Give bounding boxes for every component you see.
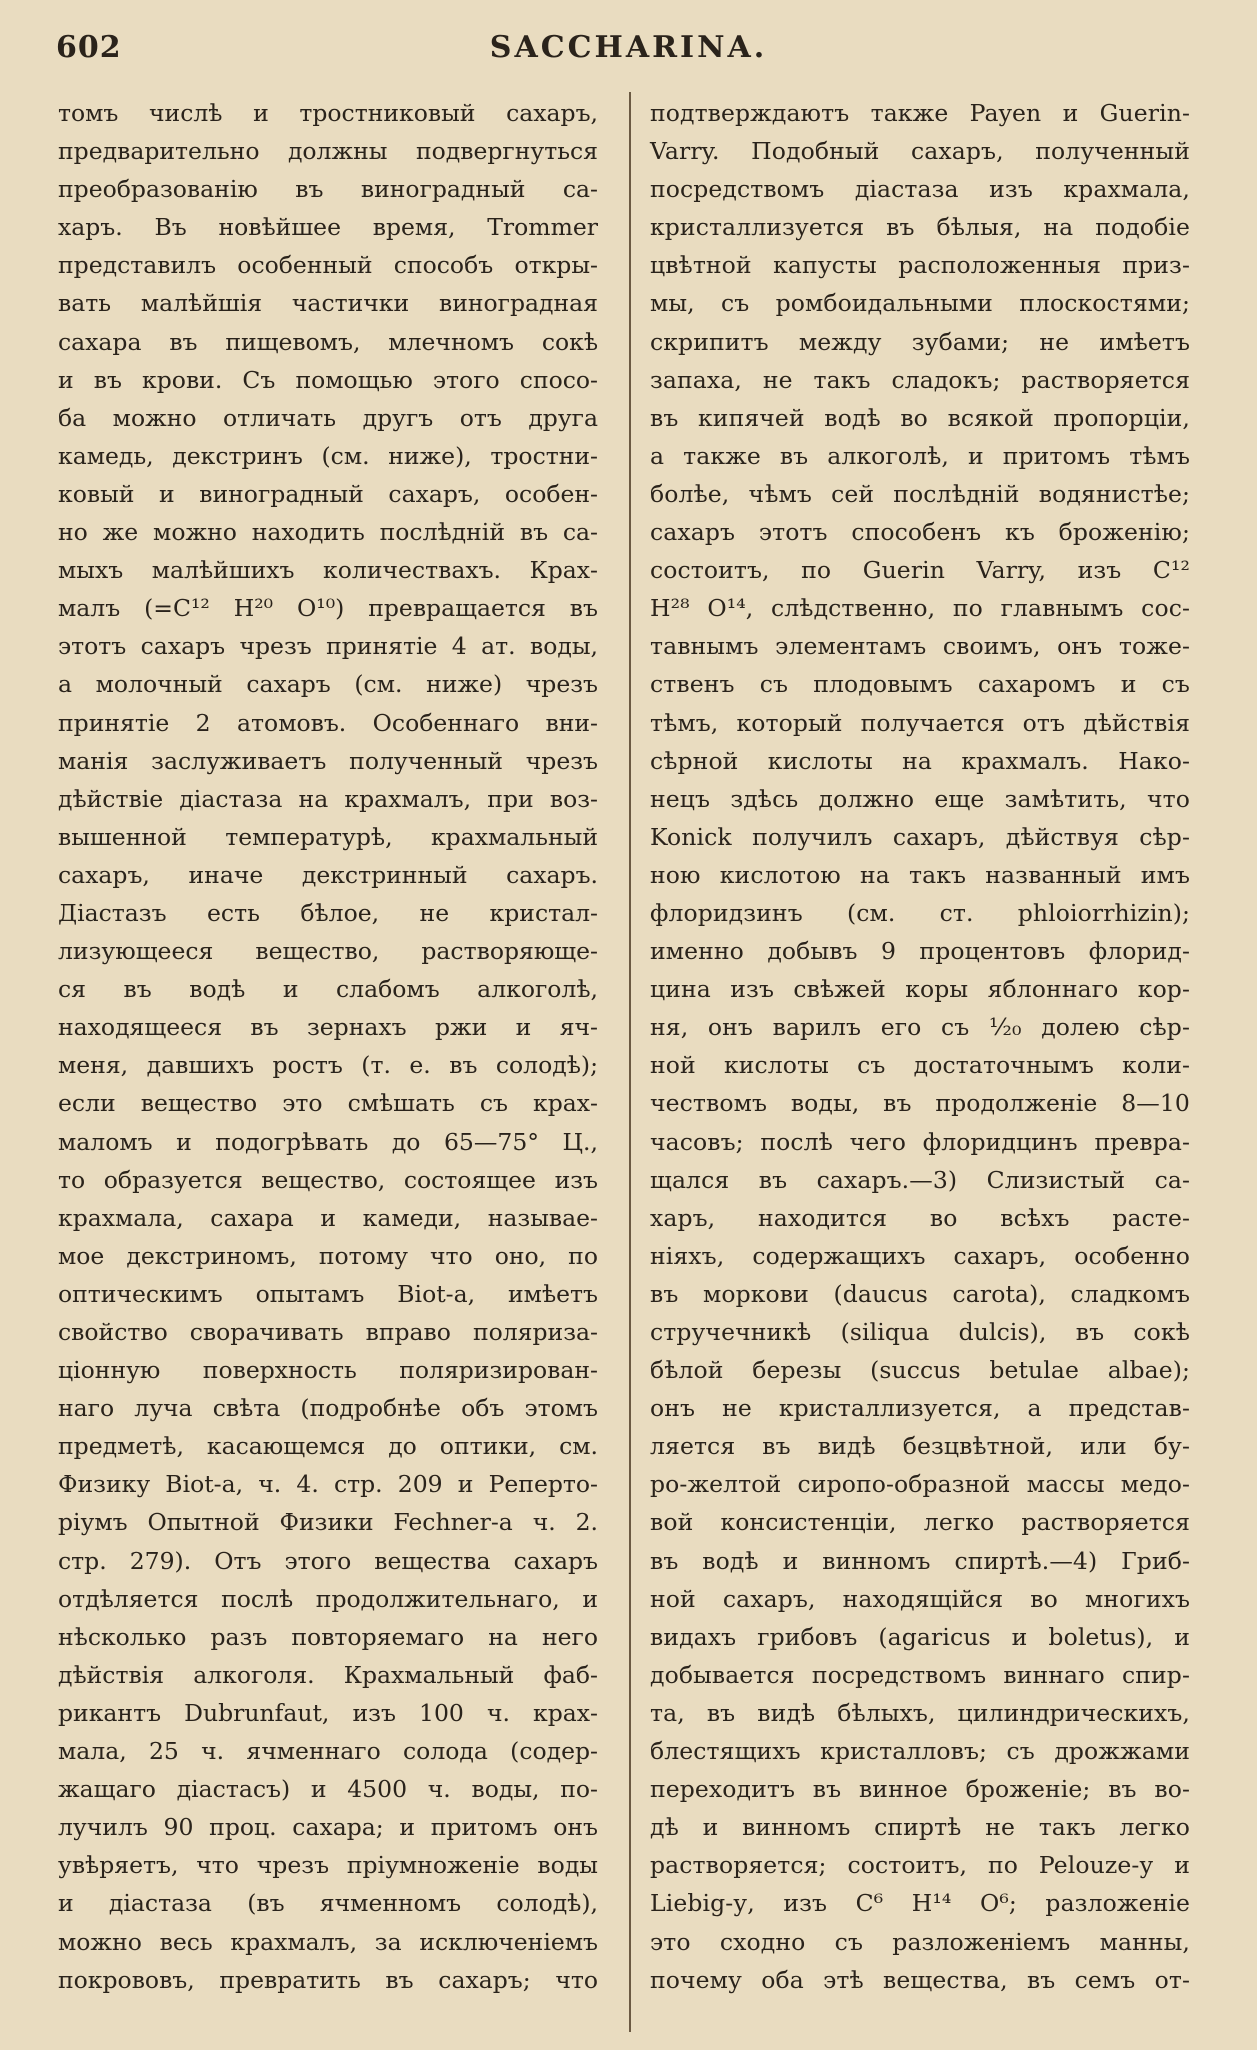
text-line: если вещество это смѣшать съ крах-	[58, 1089, 598, 1118]
text-line: дѣ и винномъ спиртѣ не такъ легко	[650, 1813, 1190, 1842]
text-line: сѣрной кислоты на крахмалъ. Нако-	[650, 746, 1190, 775]
text-line: мала, 25 ч. ячменнаго солода (содер-	[58, 1737, 598, 1766]
text-line: подтверждаютъ также Payen и Guerin-	[650, 99, 1190, 127]
text-line: ніяхъ, содержащихъ сахаръ, особенно	[650, 1241, 1190, 1270]
text-line: щался въ сахаръ.—3) Слизистый са-	[650, 1165, 1190, 1194]
text-line: то образуется вещество, состоящее изъ	[58, 1165, 598, 1194]
text-line: дѣйствія алкоголя. Крахмальный фаб-	[58, 1660, 598, 1689]
text-line: а молочный сахаръ (см. ниже) чрезъ	[58, 670, 598, 699]
text-line: этотъ сахаръ чрезъ принятіе 4 ат. воды,	[58, 632, 598, 661]
text-line: Liebig-у, изъ C⁶ H¹⁴ O⁶; разложеніе	[650, 1889, 1190, 1918]
text-line: тѣмъ, который получается отъ дѣйствія	[650, 708, 1190, 737]
text-line: ною кислотою на такъ названный имъ	[650, 860, 1190, 889]
text-line: нѣсколько разъ повторяемаго на него	[58, 1622, 598, 1651]
text-line: видахъ грибовъ (agaricus и boletus), и	[650, 1622, 1190, 1651]
column-divider	[629, 92, 631, 2032]
text-line: отдѣляется послѣ продолжительнаго, и	[58, 1584, 598, 1613]
text-line: блестящихъ кристалловъ; съ дрожжами	[650, 1737, 1190, 1766]
text-line: ной сахаръ, находящійся во многихъ	[650, 1584, 1190, 1613]
text-line: вой консистенціи, легко растворяется	[650, 1508, 1190, 1537]
text-line: ляется въ видѣ безцвѣтной, или бу-	[650, 1432, 1190, 1461]
text-line: бѣлой березы (succus betulae albae);	[650, 1356, 1190, 1385]
text-line: наго луча свѣта (подробнѣе объ этомъ	[58, 1394, 598, 1423]
text-line: та, въ видѣ бѣлыхъ, цилиндрическихъ,	[650, 1698, 1190, 1727]
text-line: добывается посредствомъ виннаго спир-	[650, 1660, 1190, 1689]
text-line: ба можно отличать другъ отъ друга	[58, 403, 598, 432]
text-line: ковый и виноградный сахаръ, особен-	[58, 479, 598, 508]
text-line: флоридзинъ (см. ст. phloiorrhizin);	[650, 898, 1190, 927]
right-text-column	[650, 94, 1190, 1999]
left-text-column	[58, 94, 598, 1999]
text-line: и діастаза (въ ячменномъ солодѣ),	[58, 1889, 598, 1918]
text-line: это сходно съ разложеніемъ манны,	[650, 1927, 1190, 1956]
text-line: цина изъ свѣжей коры яблоннаго кор-	[650, 975, 1190, 1004]
text-line: въ водѣ и винномъ спиртѣ.—4) Гриб-	[650, 1546, 1190, 1575]
text-line: вышенной температурѣ, крахмальный	[58, 822, 598, 851]
text-line: малъ (=C¹² H²⁰ O¹⁰) превращается въ	[58, 594, 598, 623]
text-line: ріумъ Опытной Физики Fechner-а ч. 2.	[58, 1508, 598, 1537]
text-line: но же можно находить послѣдній въ са-	[58, 518, 598, 547]
text-line: и въ крови. Съ помощью этого спосо-	[58, 365, 598, 394]
text-line: меня, давшихъ ростъ (т. е. въ солодѣ);	[58, 1051, 598, 1080]
text-line: ро-желтой сиропо-образной массы медо-	[650, 1470, 1190, 1499]
text-line: увѣряетъ, что чрезъ пріумноженіе воды	[58, 1851, 598, 1880]
text-line: сахаръ этотъ способенъ къ броженію;	[650, 518, 1190, 547]
text-line: томъ числѣ и тростниковый сахаръ,	[58, 99, 598, 127]
text-line: состоитъ, по Guerin Varry, изъ C¹²	[650, 556, 1190, 585]
text-line: харъ, находится во всѣхъ расте-	[650, 1203, 1190, 1232]
text-line: ся въ водѣ и слабомъ алкоголѣ,	[58, 975, 598, 1004]
text-line: мое декстриномъ, потому что оно, по	[58, 1241, 598, 1270]
text-line: посредствомъ діастаза изъ крахмала,	[650, 175, 1190, 204]
text-line: преобразованію въ виноградный са-	[58, 175, 598, 204]
text-line: почему оба этѣ вещества, въ семъ от-	[650, 1965, 1190, 1994]
text-line: болѣе, чѣмъ сей послѣдній водянистѣе;	[650, 479, 1190, 508]
text-line: а также въ алкоголѣ, и притомъ тѣмъ	[650, 441, 1190, 470]
text-line: растворяется; состоитъ, по Pelouze-у и	[650, 1851, 1190, 1880]
text-line: именно добывъ 9 процентовъ флорид-	[650, 937, 1190, 966]
text-line: ціонную поверхность поляризирован-	[58, 1356, 598, 1385]
text-line: представилъ особенный способъ откры-	[58, 251, 598, 280]
text-line: дѣйствіе діастаза на крахмалъ, при воз-	[58, 784, 598, 813]
text-line: тавнымъ элементамъ своимъ, онъ тоже-	[650, 632, 1190, 661]
text-line: стручечникѣ (siliqua dulcis), въ сокѣ	[650, 1318, 1190, 1346]
text-line: харъ. Въ новѣйшее время, Trommer	[58, 213, 598, 242]
text-line: ственъ съ плодовымъ сахаромъ и съ	[650, 670, 1190, 699]
text-line: часовъ; послѣ чего флоридцинъ превра-	[650, 1127, 1190, 1156]
text-line: можно весь крахмалъ, за исключеніемъ	[58, 1927, 598, 1956]
text-line: Varry. Подобный сахаръ, полученный	[650, 137, 1190, 166]
running-title: SACCHARINA.	[489, 30, 768, 65]
text-line: лизующееся вещество, растворяюще-	[58, 937, 598, 966]
text-line: камедь, декстринъ (см. ниже), тростни-	[58, 441, 598, 470]
text-line: жащаго діастасъ) и 4500 ч. воды, по-	[58, 1775, 598, 1804]
text-line: Konick получилъ сахаръ, дѣйствуя сѣр-	[650, 822, 1190, 851]
text-line: онъ не кристаллизуется, а представ-	[650, 1394, 1190, 1423]
text-line: ня, онъ варилъ его съ ¹⁄₂₀ долею сѣр-	[650, 1013, 1190, 1042]
text-line: предварительно должны подвергнуться	[58, 137, 598, 166]
text-line: свойство сворачивать вправо поляриза-	[58, 1318, 598, 1346]
text-line: Физику Biot-а, ч. 4. стр. 209 и Реперто-	[58, 1470, 598, 1499]
text-line: оптическимъ опытамъ Biot-а, имѣетъ	[58, 1279, 598, 1308]
text-line: въ кипячей водѣ во всякой пропорціи,	[650, 403, 1190, 432]
text-line: предметѣ, касающемся до оптики, см.	[58, 1432, 598, 1461]
text-line: запаха, не такъ сладокъ; растворяется	[650, 365, 1190, 394]
text-line: принятіе 2 атомовъ. Особеннаго вни-	[58, 708, 598, 737]
text-line: вать малѣйшія частички виноградная	[58, 289, 598, 318]
text-line: ной кислоты съ достаточнымъ коли-	[650, 1051, 1190, 1080]
text-line: H²⁸ O¹⁴, слѣдственно, по главнымъ сос-	[650, 594, 1190, 623]
text-line: мыхъ малѣйшихъ количествахъ. Крах-	[58, 556, 598, 585]
text-line: рикантъ Dubrunfaut, изъ 100 ч. крах-	[58, 1698, 598, 1727]
text-line: цвѣтной капусты расположенныя приз-	[650, 251, 1190, 280]
text-line: находящееся въ зернахъ ржи и яч-	[58, 1013, 598, 1042]
page-number: 602	[56, 30, 122, 65]
text-line: въ моркови (daucus carota), сладкомъ	[650, 1279, 1190, 1308]
text-line: кристаллизуется въ бѣлыя, на подобіе	[650, 213, 1190, 242]
text-line: Діастазъ есть бѣлое, не кристал-	[58, 898, 598, 927]
text-line: нецъ здѣсь должно еще замѣтить, что	[650, 784, 1190, 813]
text-line: манія заслуживаетъ полученный чрезъ	[58, 746, 598, 775]
text-line: чествомъ воды, въ продолженіе 8—10	[650, 1089, 1190, 1118]
text-line: крахмала, сахара и камеди, называе-	[58, 1203, 598, 1232]
text-line: сахаръ, иначе декстринный сахаръ.	[58, 860, 598, 889]
text-line: сахара въ пищевомъ, млечномъ сокѣ	[58, 327, 598, 356]
text-line: лучилъ 90 проц. сахара; и притомъ онъ	[58, 1813, 598, 1842]
text-line: мы, съ ромбоидальными плоскостями;	[650, 289, 1190, 318]
text-line: стр. 279). Отъ этого вещества сахаръ	[58, 1546, 598, 1575]
text-line: покрововъ, превратить въ сахаръ; что	[58, 1965, 598, 1994]
text-line: переходитъ въ винное броженіе; въ во-	[650, 1775, 1190, 1804]
text-line: маломъ и подогрѣвать до 65—75° Ц.,	[58, 1127, 598, 1156]
text-line: скрипитъ между зубами; не имѣетъ	[650, 327, 1190, 356]
